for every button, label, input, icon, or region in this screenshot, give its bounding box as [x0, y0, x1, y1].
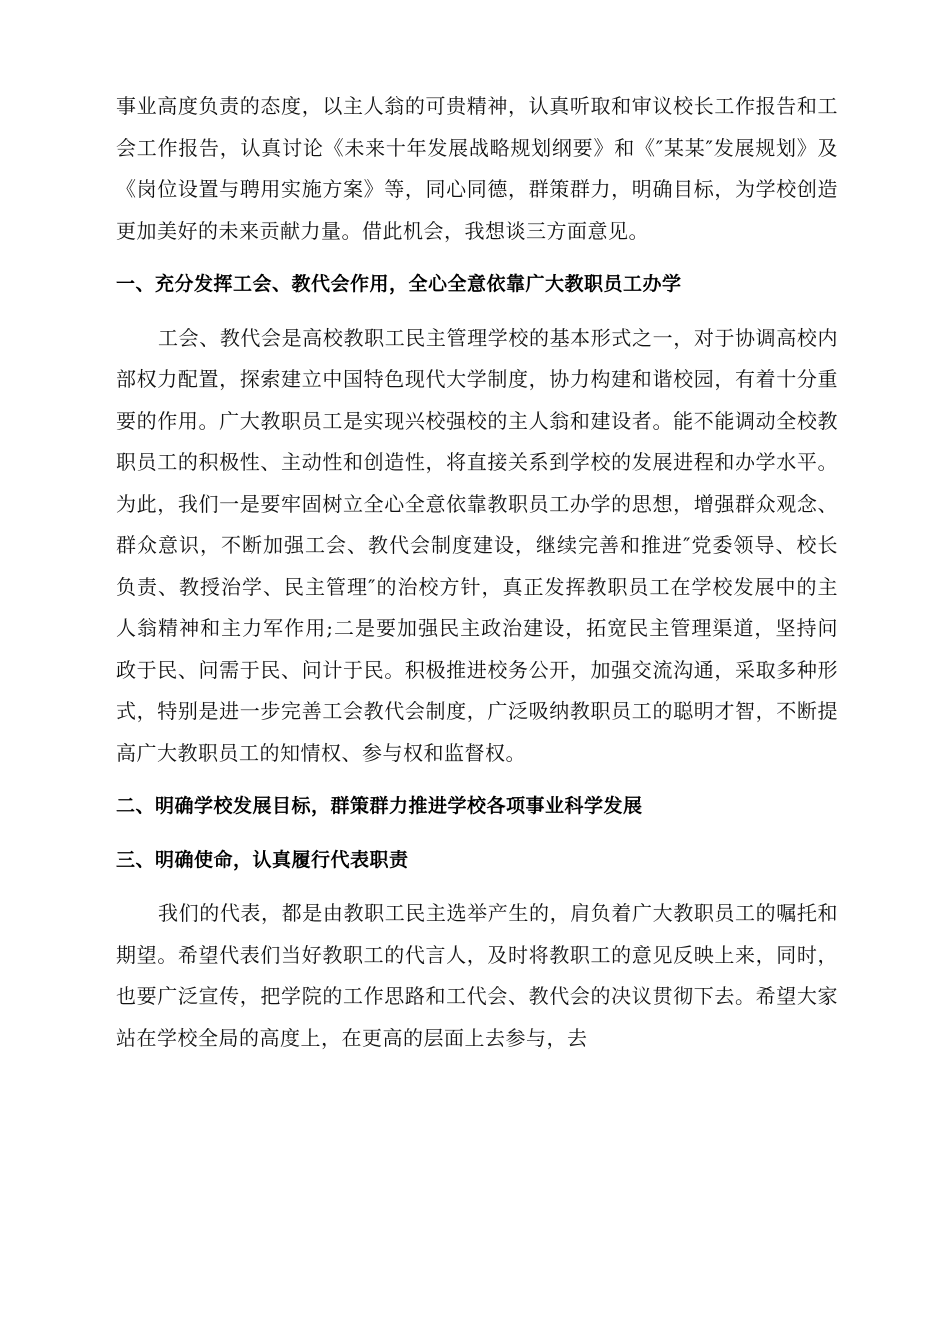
- section-2-heading: 二、明确学校发展目标，群策群力推进学校各项事业科学发展: [116, 795, 643, 817]
- document-body: [116, 86, 838, 1059]
- intro-paragraph: 事业高度负责的态度，以主人翁的可贵精神，认真听取和审议校长工作报告和工会工作报告，认真讨论《未来十年发展战略规划纲要》和《″某某″发展规划》及《岗位设置与聘用实施方案》等，同心同德，群策群力，明确目标，为学校创造更加美好的未来贡献力量。借此机会，我想谈三方面意见。: [116, 94, 838, 243]
- section-1-heading: 一、充分发挥工会、教代会作用，全心全意依靠广大教职员工办学: [116, 273, 682, 295]
- section-3-heading: 三、明确使命，认真履行代表职责: [116, 848, 409, 871]
- section-3-paragraph: 我们的代表，都是由教职工民主选举产生的，肩负着广大教职员工的嘱托和期望。希望代表们当好教职工的代言人，及时将教职工的意见反映上来，同时，也要广泛宣传，把学院的工作思路和工代会、教代会的决议贯彻下去。希望大家站在学校全局的高度上，在更高的层面上去参与，去: [116, 901, 838, 1050]
- section-1-paragraph: 工会、教代会是高校教职工民主管理学校的基本形式之一，对于协调高校内部权力配置，探索建立中国特色现代大学制度，协力构建和谐校园，有着十分重要的作用。广大教职员工是实现兴校强校的主人翁和建设者。能不能调动全校教职员工的积极性、主动性和创造性，将直接关系到学校的发展进程和办学水平。为此，我们一是要牢固树立全心全意依靠教职员工办学的思想，增强群众观念、群众意识，不断加强工会、教代会制度建设，继续完善和推进″党委领导、校长负责、教授治学、民主管理″的治校方针，真正发挥教职员工在学校发展中的主人翁精神和主力军作用;二是要加强民主政治建设，拓宽民主管理渠道，坚持问政于民、问需于民、问计于民。积极推进校务公开，加强交流沟通，采取多种形式，特别是进一步完善工会教代会制度，广泛吸纳教职员工的聪明才智，不断提高广大教职员工的知情权、参与权和监督权。: [116, 325, 838, 765]
